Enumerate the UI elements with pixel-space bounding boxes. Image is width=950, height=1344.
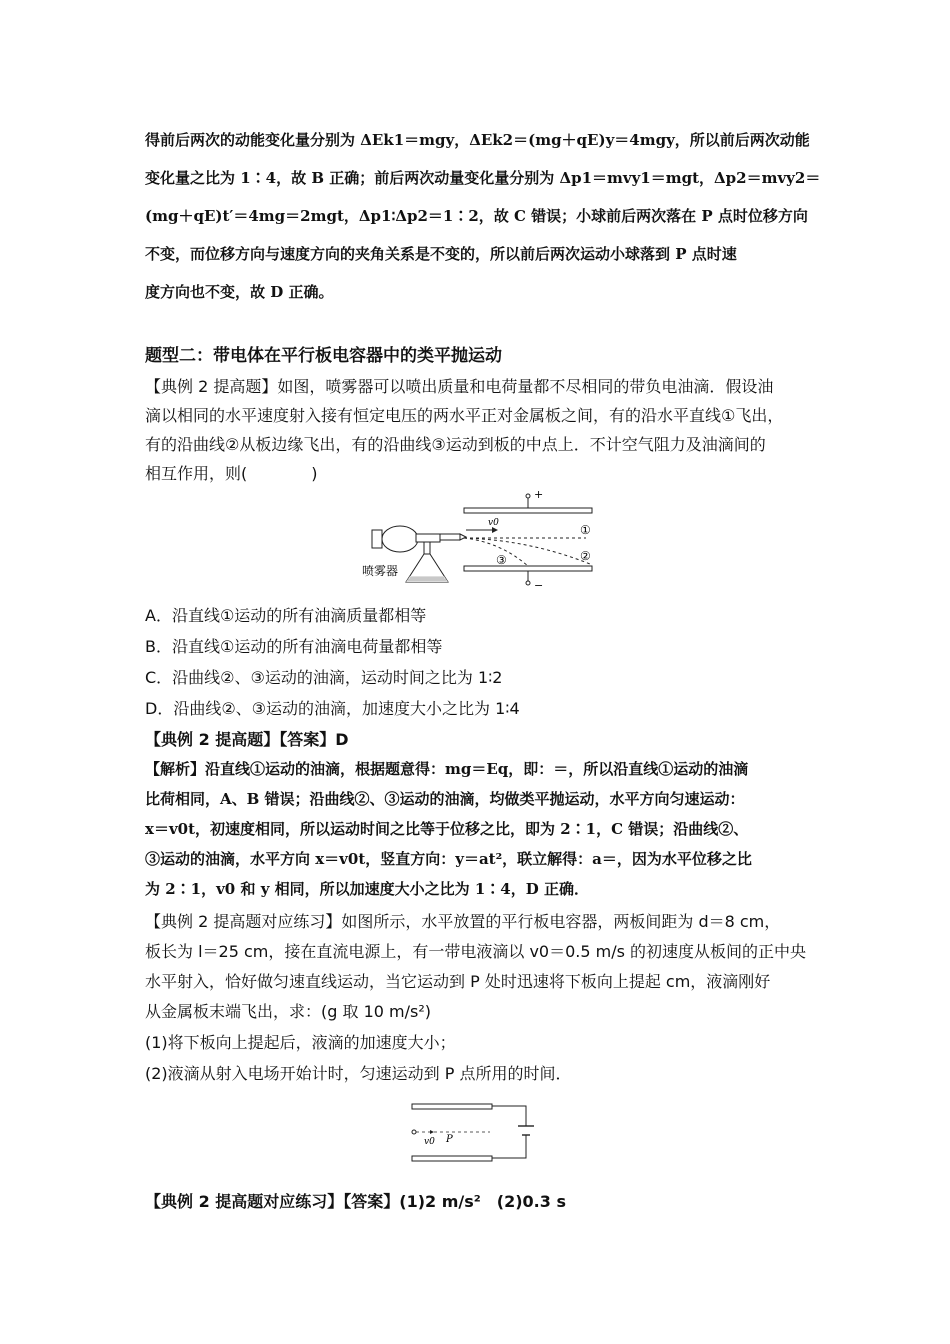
analysis-line-1: 【解析】沿直线①运动的油滴，根据题意得：mg＝Eq，即：＝，所以沿直线①运动的油滴 xyxy=(145,760,749,778)
analysis-line-4: ③运动的油滴，水平方向 x＝v0t，竖直方向：y＝at²，联立解得：a＝，因为水平位移之比 xyxy=(145,850,752,868)
analysis-line-5: 为 2∶1，v0 和 y 相同，所以加速度大小之比为 1∶4，D 正确． xyxy=(145,880,589,898)
option-d: D．沿曲线②、③运动的油滴，加速度大小之比为 1∶4 xyxy=(145,699,520,718)
section-title: 题型二：带电体在平行板电容器中的类平抛运动 xyxy=(145,346,502,366)
option-b: B．沿直线①运动的所有油滴电荷量都相等 xyxy=(145,637,443,656)
prev-solution-line-2: 变化量之比为 1∶4，故 B 正确；前后两次动量变化量分别为 Δp1＝mvy1＝mgt，Δp2＝mvy2＝ xyxy=(145,169,821,187)
analysis-line-3: x＝v0t，初速度相同，所以运动时间之比等于位移之比，即为 2∶1，C 错误；沿曲线②、 xyxy=(145,820,749,838)
capacitor-figure xyxy=(404,1088,556,1174)
option-a: A．沿直线①运动的所有油滴质量都相等 xyxy=(145,606,427,625)
option-c: C．沿曲线②、③运动的油滴，运动时间之比为 1∶2 xyxy=(145,668,503,687)
minus-label: − xyxy=(534,579,544,592)
prev-solution-line-1: 得前后两次的动能变化量分别为 ΔEk1＝mgy，ΔEk2＝(mg＋qE)y＝4mgy，所以前后两次动能 xyxy=(145,131,810,149)
practice-line-1: 【典例 2 提高题对应练习】如图所示，水平放置的平行板电容器，两板间距为 d＝8 cm， xyxy=(145,912,781,931)
analysis-line-2: 比荷相同，A、B 错误；沿曲线②、③运动的油滴，均做类平抛运动，水平方向匀速运动： xyxy=(145,790,745,808)
plus-label: + xyxy=(534,488,544,501)
example-line-4: 相互作用，则( ) xyxy=(145,464,318,483)
prev-solution-line-5: 度方向也不变，故 D 正确。 xyxy=(145,283,334,301)
practice-line-3: 水平射入，恰好做匀速直线运动，当它运动到 P 处时迅速将下板向上提起 cm，液滴刚好 xyxy=(145,972,771,991)
example-line-1: 【典例 2 提高题】如图，喷雾器可以喷出质量和电荷量都不尽相同的带负电油滴．假设油 xyxy=(145,377,774,396)
practice-question-1: (1)将下板向上提起后，液滴的加速度大小； xyxy=(145,1033,456,1052)
example-answer: 【典例 2 提高题】【答案】D xyxy=(145,730,349,749)
prev-solution-line-4: 不变，而位移方向与速度方向的夹角关系是不变的，所以前后两次运动小球落到 P 点时速 xyxy=(145,245,737,263)
point-p-label: P xyxy=(446,1134,453,1145)
practice-question-2: (2)液滴从射入电场开始计时，匀速运动到 P 点所用的时间． xyxy=(145,1064,572,1083)
example-line-3: 有的沿曲线②从板边缘飞出，有的沿曲线③运动到板的中点上．不计空气阻力及油滴间的 xyxy=(145,435,766,454)
sprayer-label: 喷雾器 xyxy=(362,564,399,578)
practice-line-4: 从金属板末端飞出，求：(g 取 10 m/s²) xyxy=(145,1002,431,1021)
path-3-label: ③ xyxy=(496,553,507,567)
practice-line-2: 板长为 l＝25 cm，接在直流电源上，有一带电液滴以 v0＝0.5 m/s 的初速度从板间的正中央 xyxy=(145,942,807,961)
practice-answer: 【典例 2 提高题对应练习】【答案】(1)2 m/s² (2)0.3 s xyxy=(145,1192,566,1211)
example-line-2: 滴以相同的水平速度射入接有恒定电压的两水平正对金属板之间，有的沿水平直线①飞出， xyxy=(145,406,784,425)
cap-v0-label: v0 xyxy=(424,1137,435,1147)
path-1-label: ① xyxy=(580,523,591,537)
sprayer-figure xyxy=(360,488,600,592)
path-2-label: ② xyxy=(580,549,591,563)
v0-label: v0 xyxy=(488,518,499,528)
prev-solution-line-3: (mg＋qE)t′＝4mg＝2mgt，Δp1∶Δp2＝1∶2，故 C 错误；小球前后两次落在 P 点时位移方向 xyxy=(145,207,808,225)
